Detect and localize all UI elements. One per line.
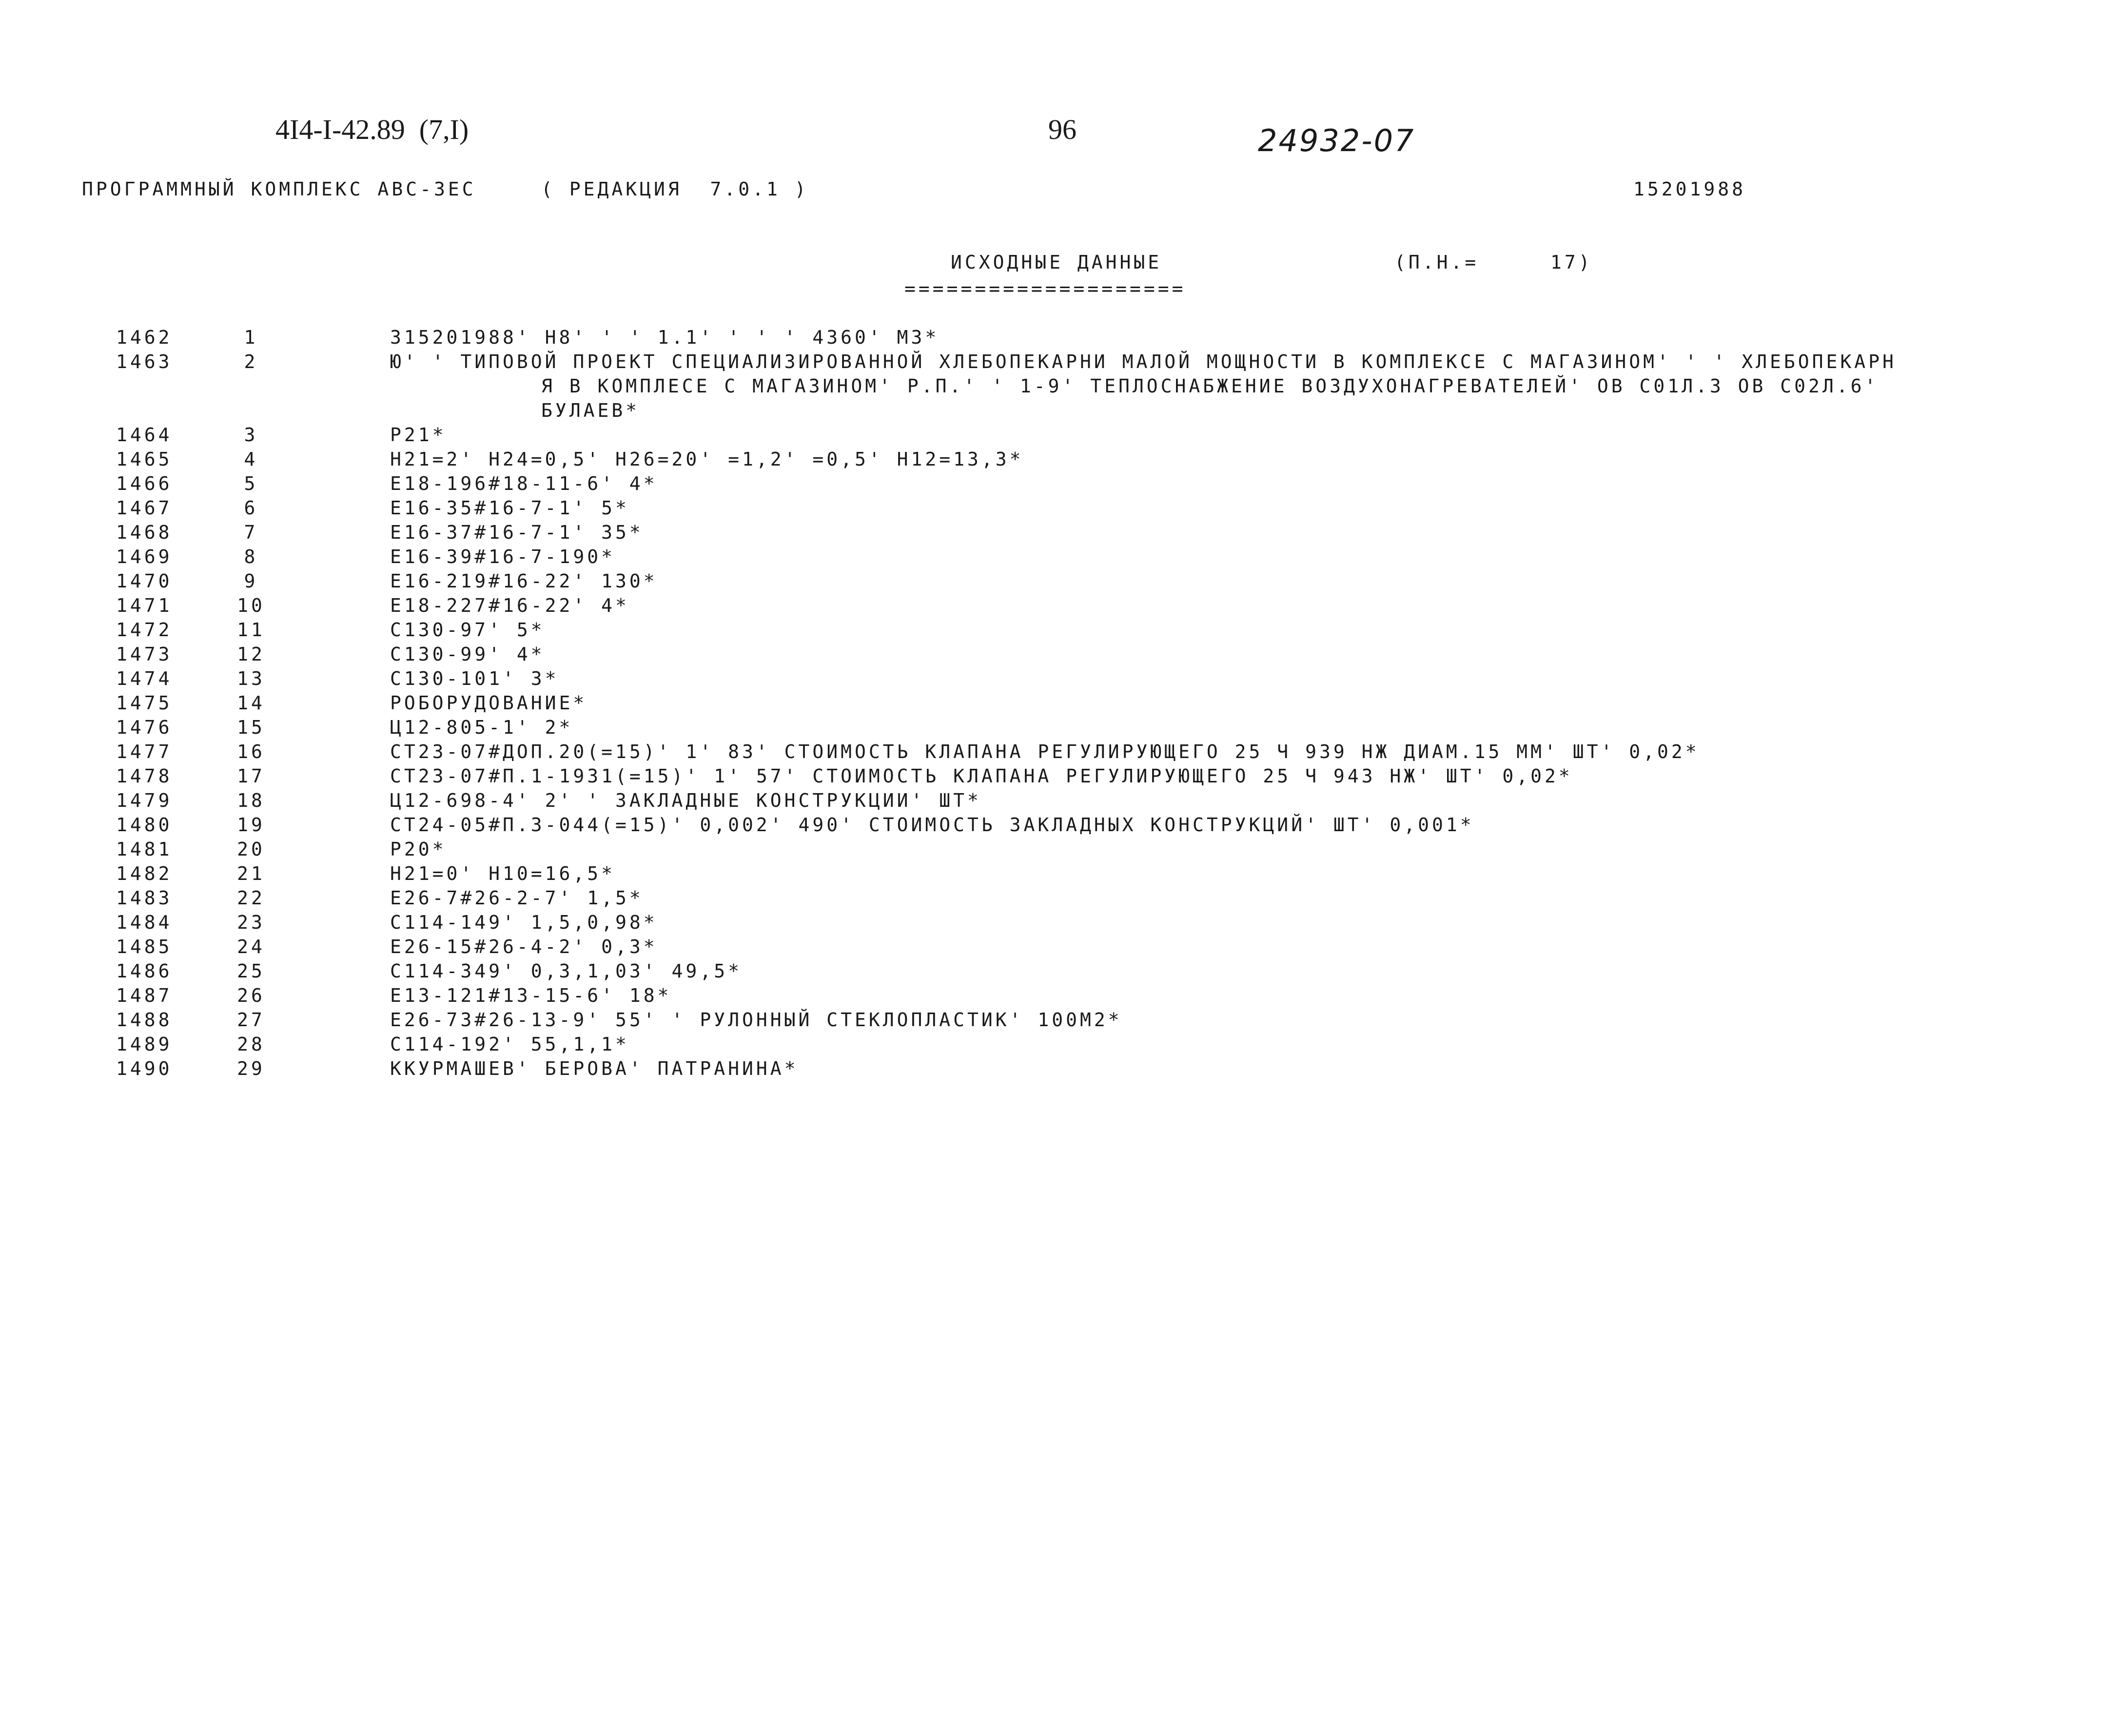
row-line-number: 16: [237, 741, 265, 762]
row-seq-number: 1470: [116, 570, 173, 592]
row-seq-number: 1477: [116, 741, 173, 762]
row-text: ККУРМАШЕВ' БЕРОВА' ПАТРАНИНА*: [390, 1058, 799, 1079]
row-seq-number: 1490: [116, 1058, 173, 1079]
row-line-number: 18: [237, 790, 265, 811]
row-text-continuation: Я В КОМПЛЕСЕ С МАГАЗИНОМ' Р.П.' ' 1-9' ТЕПЛОСНАБЖЕНИЕ ВОЗДУХОНАГРЕВАТЕЛЕЙ' ОВ С01Л.3 ОВ С02Л.6': [541, 375, 1879, 397]
row-line-number: 23: [237, 912, 265, 933]
row-text: С114-149' 1,5,0,98*: [390, 912, 658, 933]
table-row: [0, 936, 2115, 960]
row-seq-number: 1486: [116, 960, 173, 982]
row-seq-number: 1488: [116, 1009, 173, 1031]
row-line-number: 11: [237, 619, 265, 641]
row-text: РОБОРУДОВАНИЕ*: [390, 692, 588, 714]
row-text: Е16-35#16-7-1' 5*: [390, 497, 629, 519]
row-seq-number: 1462: [116, 327, 173, 348]
row-line-number: 8: [244, 546, 258, 567]
table-row: [0, 619, 2115, 644]
edition-label: ( РЕДАКЦИЯ 7.0.1 ): [541, 178, 809, 200]
row-seq-number: 1487: [116, 985, 173, 1006]
row-line-number: 12: [237, 644, 265, 665]
row-line-number: 14: [237, 692, 265, 714]
page-number: 96: [1048, 114, 1077, 145]
program-title: ПРОГРАММНЫЙ КОМПЛЕКС АВС-3ЕС: [82, 178, 476, 200]
row-text: Е16-219#16-22' 130*: [390, 570, 658, 592]
row-text: Е18-196#18-11-6' 4*: [390, 473, 658, 494]
row-seq-number: 1489: [116, 1034, 173, 1055]
data-listing: [0, 327, 2115, 1082]
table-row: [0, 497, 2115, 522]
row-line-number: 15: [237, 717, 265, 738]
table-row: [0, 595, 2115, 619]
row-line-number: 3: [244, 424, 258, 446]
row-seq-number: 1471: [116, 595, 173, 616]
handwritten-number: 24932-07: [1258, 123, 1415, 158]
table-row: [0, 765, 2115, 790]
row-seq-number: 1480: [116, 814, 173, 836]
table-row: [0, 570, 2115, 595]
row-line-number: 22: [237, 887, 265, 909]
row-seq-number: 1473: [116, 644, 173, 665]
row-text: Р21*: [390, 424, 447, 446]
table-row: [0, 985, 2115, 1009]
table-row: [0, 473, 2115, 497]
table-row: [0, 351, 2115, 424]
print-date: 15201988: [1633, 178, 1746, 200]
table-row: [0, 668, 2115, 692]
row-text: С114-349' 0,3,1,03' 49,5*: [390, 960, 742, 982]
row-seq-number: 1478: [116, 765, 173, 787]
row-seq-number: 1485: [116, 936, 173, 957]
row-seq-number: 1464: [116, 424, 173, 446]
row-seq-number: 1469: [116, 546, 173, 567]
row-text: С130-99' 4*: [390, 644, 545, 665]
row-text-continuation: БУЛАЕВ*: [541, 400, 640, 421]
row-seq-number: 1465: [116, 449, 173, 470]
row-text: СТ23-07#ДОП.20(=15)' 1' 83' СТОИМОСТЬ КЛАПАНА РЕГУЛИРУЮЩЕГО 25 Ч 939 НЖ ДИАМ.15 ММ' ШТ' 0,02*: [390, 741, 1700, 762]
page-param-value: 17): [1550, 252, 1593, 273]
row-text: Е16-37#16-7-1' 35*: [390, 522, 644, 543]
row-text: Р20*: [390, 839, 447, 860]
row-seq-number: 1463: [116, 351, 173, 372]
row-text: Е26-15#26-4-2' 0,3*: [390, 936, 658, 957]
section-title: ИСХОДНЫЕ ДАННЫЕ: [951, 252, 1162, 273]
table-row: [0, 1058, 2115, 1082]
row-seq-number: 1483: [116, 887, 173, 909]
row-text: Н21=2' Н24=0,5' Н26=20' =1,2' =0,5' Н12=13,3*: [390, 449, 1024, 470]
row-line-number: 21: [237, 863, 265, 884]
row-line-number: 27: [237, 1009, 265, 1031]
table-row: [0, 546, 2115, 570]
table-row: [0, 424, 2115, 449]
table-row: [0, 449, 2115, 473]
row-line-number: 26: [237, 985, 265, 1006]
row-line-number: 29: [237, 1058, 265, 1079]
row-line-number: 4: [244, 449, 258, 470]
row-text: Н21=0' Н10=16,5*: [390, 863, 616, 884]
row-line-number: 25: [237, 960, 265, 982]
table-row: [0, 741, 2115, 765]
row-line-number: 10: [237, 595, 265, 616]
table-row: [0, 839, 2115, 863]
row-text: СТ24-05#П.3-044(=15)' 0,002' 490' СТОИМОСТЬ ЗАКЛАДНЫХ КОНСТРУКЦИЙ' ШТ' 0,001*: [390, 814, 1474, 836]
table-row: [0, 644, 2115, 668]
page-param-label: (П.Н.=: [1394, 252, 1479, 273]
row-seq-number: 1472: [116, 619, 173, 641]
row-text: Ц12-698-4' 2' ' ЗАКЛАДНЫЕ КОНСТРУКЦИИ' ШТ*: [390, 790, 981, 811]
table-row: [0, 863, 2115, 887]
row-line-number: 19: [237, 814, 265, 836]
row-line-number: 6: [244, 497, 258, 519]
table-row: [0, 814, 2115, 839]
row-seq-number: 1474: [116, 668, 173, 689]
table-row: [0, 960, 2115, 985]
table-row: [0, 692, 2115, 717]
row-text: Ю' ' ТИПОВОЙ ПРОЕКТ СПЕЦИАЛИЗИРОВАННОЙ ХЛЕБОПЕКАРНИ МАЛОЙ МОЩНОСТИ В КОМПЛЕКСЕ С МАГАЗИНОМ' ' ' ХЛЕБОПЕКАРН: [390, 351, 1897, 372]
table-row: [0, 912, 2115, 936]
row-line-number: 9: [244, 570, 258, 592]
row-text: Е16-39#16-7-190*: [390, 546, 616, 567]
table-row: [0, 522, 2115, 546]
table-row: [0, 1009, 2115, 1034]
row-text: С114-192' 55,1,1*: [390, 1034, 629, 1055]
row-text: СТ23-07#П.1-1931(=15)' 1' 57' СТОИМОСТЬ КЛАПАНА РЕГУЛИРУЮЩЕГО 25 Ч 943 НЖ' ШТ' 0,02*: [390, 765, 1573, 787]
row-seq-number: 1467: [116, 497, 173, 519]
row-line-number: 13: [237, 668, 265, 689]
row-seq-number: 1468: [116, 522, 173, 543]
row-line-number: 1: [244, 327, 258, 348]
row-seq-number: 1481: [116, 839, 173, 860]
table-row: [0, 717, 2115, 741]
row-seq-number: 1482: [116, 863, 173, 884]
row-line-number: 7: [244, 522, 258, 543]
row-seq-number: 1484: [116, 912, 173, 933]
document-code: 4I4-I-42.89 (7,I): [275, 114, 469, 145]
row-line-number: 5: [244, 473, 258, 494]
row-seq-number: 1476: [116, 717, 173, 738]
row-text: Е26-73#26-13-9' 55' ' РУЛОННЫЙ СТЕКЛОПЛАСТИК' 100М2*: [390, 1009, 1122, 1031]
row-text: Е13-121#13-15-6' 18*: [390, 985, 672, 1006]
table-row: [0, 327, 2115, 351]
row-line-number: 17: [237, 765, 265, 787]
row-text: Е26-7#26-2-7' 1,5*: [390, 887, 644, 909]
row-text: 315201988' Н8' ' ' 1.1' ' ' ' 4360' М3*: [390, 327, 940, 348]
table-row: [0, 1034, 2115, 1058]
table-row: [0, 790, 2115, 814]
table-row: [0, 887, 2115, 912]
row-line-number: 2: [244, 351, 258, 372]
row-line-number: 28: [237, 1034, 265, 1055]
section-underline: ====================: [904, 278, 1186, 299]
row-seq-number: 1479: [116, 790, 173, 811]
row-line-number: 20: [237, 839, 265, 860]
row-seq-number: 1475: [116, 692, 173, 714]
row-line-number: 24: [237, 936, 265, 957]
row-seq-number: 1466: [116, 473, 173, 494]
row-text: С130-97' 5*: [390, 619, 545, 641]
row-text: С130-101' 3*: [390, 668, 559, 689]
row-text: Ц12-805-1' 2*: [390, 717, 573, 738]
row-text: Е18-227#16-22' 4*: [390, 595, 629, 616]
